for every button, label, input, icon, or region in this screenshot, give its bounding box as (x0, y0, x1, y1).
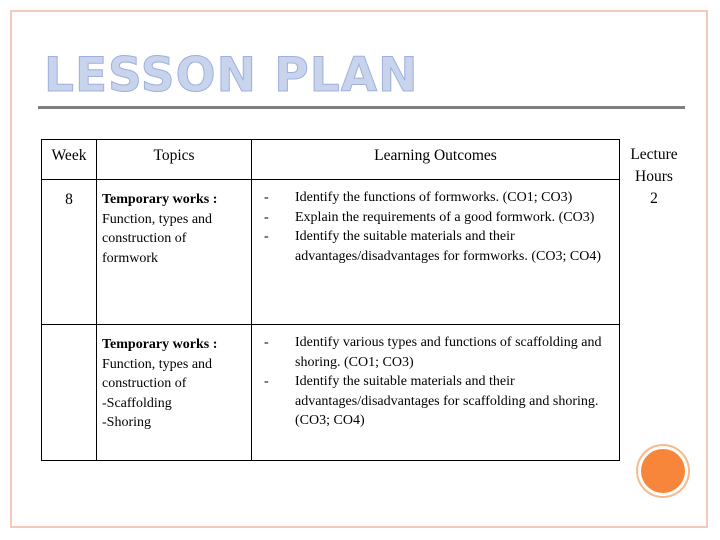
outcomes-list (264, 333, 613, 431)
title-divider (38, 106, 685, 109)
topic-line: Function, types and (102, 211, 213, 227)
hours-cell (620, 325, 693, 461)
topic-line: Function, types and (102, 356, 213, 372)
topic-line: construction of (102, 376, 187, 391)
outcome-item: - Identify various types and functions of scaffolding and shoring. (CO1; CO3) (264, 333, 613, 372)
outcome-item: - Identify the suitable materials and their advantages/disadvantages for scaffolding and shoring. (CO3; CO4) (264, 372, 613, 431)
week-cell (42, 325, 97, 461)
outcomes-cell (252, 180, 620, 325)
hours-value: 2 (650, 190, 658, 207)
outcome-item: - Explain the requirements of a good formwork. (CO3) (264, 208, 613, 228)
lesson-plan-table (41, 139, 693, 461)
outcomes-list (264, 188, 613, 266)
topic-line: formwork (102, 250, 158, 266)
header-learning-outcomes: Learning Outcomes (252, 140, 620, 180)
table-row (42, 325, 693, 461)
topic-cell (97, 325, 252, 461)
header-week: Week (42, 140, 97, 180)
lecture-hours-column (618, 144, 690, 210)
decorative-circle (641, 449, 685, 493)
header-hours: Hours (635, 168, 673, 185)
slide-title: LESSON PLAN (44, 48, 419, 103)
outcome-item: - Identify the functions of formworks. (CO1; CO3) (264, 188, 613, 208)
topic-line: -Scaffolding (102, 395, 172, 411)
header-lecture: Lecture (630, 146, 678, 163)
topic-cell (97, 180, 252, 325)
table-header-row (42, 140, 693, 180)
topic-heading: Temporary works : (102, 192, 218, 207)
topic-line: construction of (102, 231, 187, 246)
week-cell: 8 (42, 180, 97, 325)
table-row (42, 180, 693, 325)
outcome-item: - Identify the suitable materials and their advantages/disadvantages for formworks. (CO3; CO4) (264, 227, 613, 266)
topic-heading: Temporary works : (102, 337, 218, 352)
header-topics: Topics (97, 140, 252, 180)
outcomes-cell (252, 325, 620, 461)
topic-line: -Shoring (102, 415, 151, 430)
